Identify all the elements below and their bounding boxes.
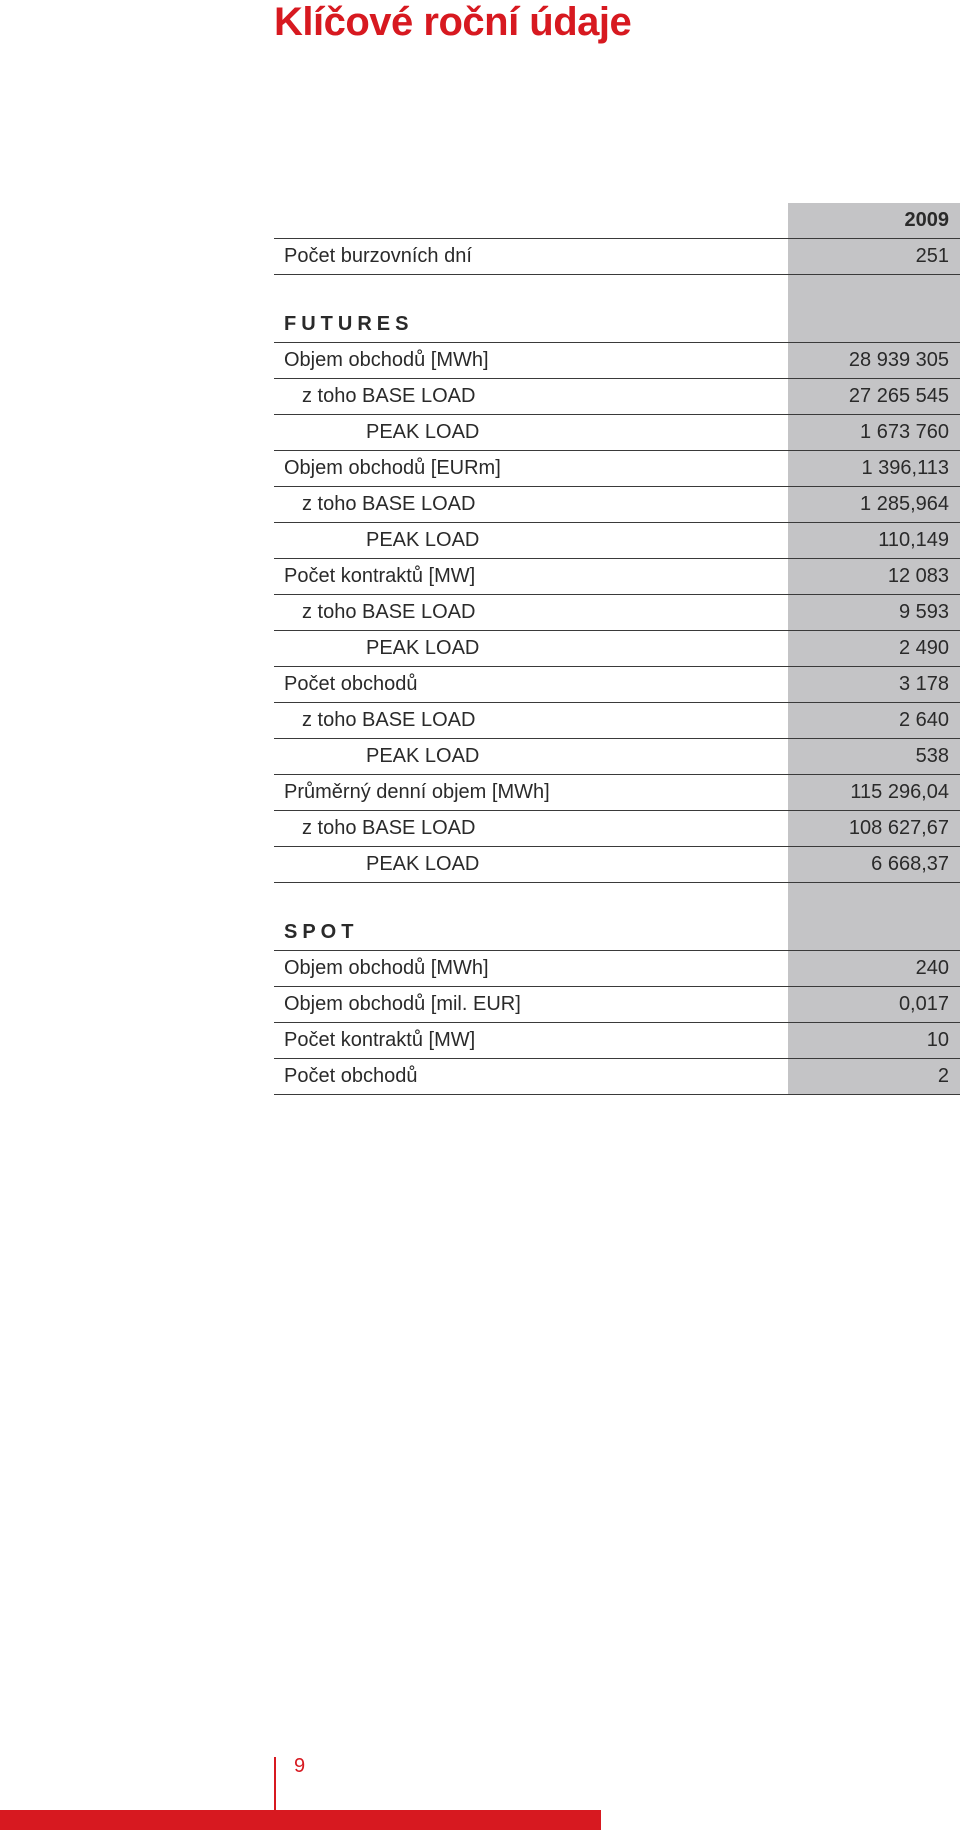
page-title: Klíčové roční údaje: [274, 0, 632, 44]
row-value: 115 296,04: [788, 775, 960, 810]
row-label: z toho BASE LOAD: [302, 709, 476, 731]
row-label: z toho BASE LOAD: [302, 493, 476, 515]
row-value: 28 939 305: [788, 343, 960, 378]
table-row: [274, 847, 960, 883]
table-row: [274, 451, 960, 487]
footer-divider: [274, 1757, 276, 1810]
futures-section-row: [274, 307, 960, 343]
row-label: Průměrný denní objem [MWh]: [284, 781, 550, 803]
row-value: 1 673 760: [788, 415, 960, 450]
table-row: [274, 415, 960, 451]
table-row: [274, 1023, 960, 1059]
spacer-value: [788, 275, 960, 307]
row-value: 538: [788, 739, 960, 774]
row-value: 2 640: [788, 703, 960, 738]
row-label: z toho BASE LOAD: [302, 601, 476, 623]
row-label: PEAK LOAD: [366, 853, 480, 875]
table-row: [274, 951, 960, 987]
row-label: PEAK LOAD: [366, 637, 480, 659]
table-row: [274, 987, 960, 1023]
row-label: PEAK LOAD: [366, 745, 480, 767]
row-label: Počet kontraktů [MW]: [284, 1029, 476, 1051]
table-row: [274, 631, 960, 667]
table-row: [274, 487, 960, 523]
table-row: [274, 703, 960, 739]
spacer-row: [274, 275, 960, 307]
row-label: Objem obchodů [mil. EUR]: [284, 993, 521, 1015]
year-header: 2009: [788, 203, 960, 238]
row-label: Počet obchodů: [284, 673, 418, 695]
table-row: [274, 739, 960, 775]
spacer-row: [274, 883, 960, 915]
row-value: 9 593: [788, 595, 960, 630]
row-label: PEAK LOAD: [366, 421, 480, 443]
trading-days-row: [274, 239, 960, 275]
row-label: Počet obchodů: [284, 1065, 418, 1087]
table-row: [274, 559, 960, 595]
table-row: [274, 811, 960, 847]
row-value: 0,017: [788, 987, 960, 1022]
table-row: [274, 595, 960, 631]
row-label: Počet kontraktů [MW]: [284, 565, 476, 587]
spot-section-title: SPOT: [284, 921, 359, 943]
table-row: [274, 523, 960, 559]
trading-days-value: 251: [788, 239, 960, 274]
row-value: 12 083: [788, 559, 960, 594]
row-value: 3 178: [788, 667, 960, 702]
trading-days-label: Počet burzovních dní: [284, 245, 472, 267]
spot-section-row: [274, 915, 960, 951]
spacer-value: [788, 883, 960, 915]
row-label: Objem obchodů [MWh]: [284, 957, 489, 979]
futures-section-value: [788, 307, 960, 342]
row-value: 108 627,67: [788, 811, 960, 846]
spot-section-value: [788, 915, 960, 950]
table-row: [274, 379, 960, 415]
row-value: 1 396,113: [788, 451, 960, 486]
row-value: 2: [788, 1059, 960, 1094]
row-value: 6 668,37: [788, 847, 960, 882]
row-value: 27 265 545: [788, 379, 960, 414]
page-number: 9: [294, 1755, 306, 1777]
row-value: 2 490: [788, 631, 960, 666]
table-row: [274, 343, 960, 379]
table-row: [274, 1059, 960, 1095]
row-label: PEAK LOAD: [366, 529, 480, 551]
row-label: Objem obchodů [EURm]: [284, 457, 501, 479]
row-value: 1 285,964: [788, 487, 960, 522]
table-header-row: [274, 203, 960, 239]
row-label: Objem obchodů [MWh]: [284, 349, 489, 371]
annual-data-table: [274, 203, 960, 1095]
futures-section-title: FUTURES: [284, 313, 414, 335]
row-value: 110,149: [788, 523, 960, 558]
row-value: 240: [788, 951, 960, 986]
row-label: z toho BASE LOAD: [302, 817, 476, 839]
table-row: [274, 667, 960, 703]
table-row: [274, 775, 960, 811]
bottom-accent-bar: [0, 1810, 601, 1830]
row-label: z toho BASE LOAD: [302, 385, 476, 407]
row-value: 10: [788, 1023, 960, 1058]
